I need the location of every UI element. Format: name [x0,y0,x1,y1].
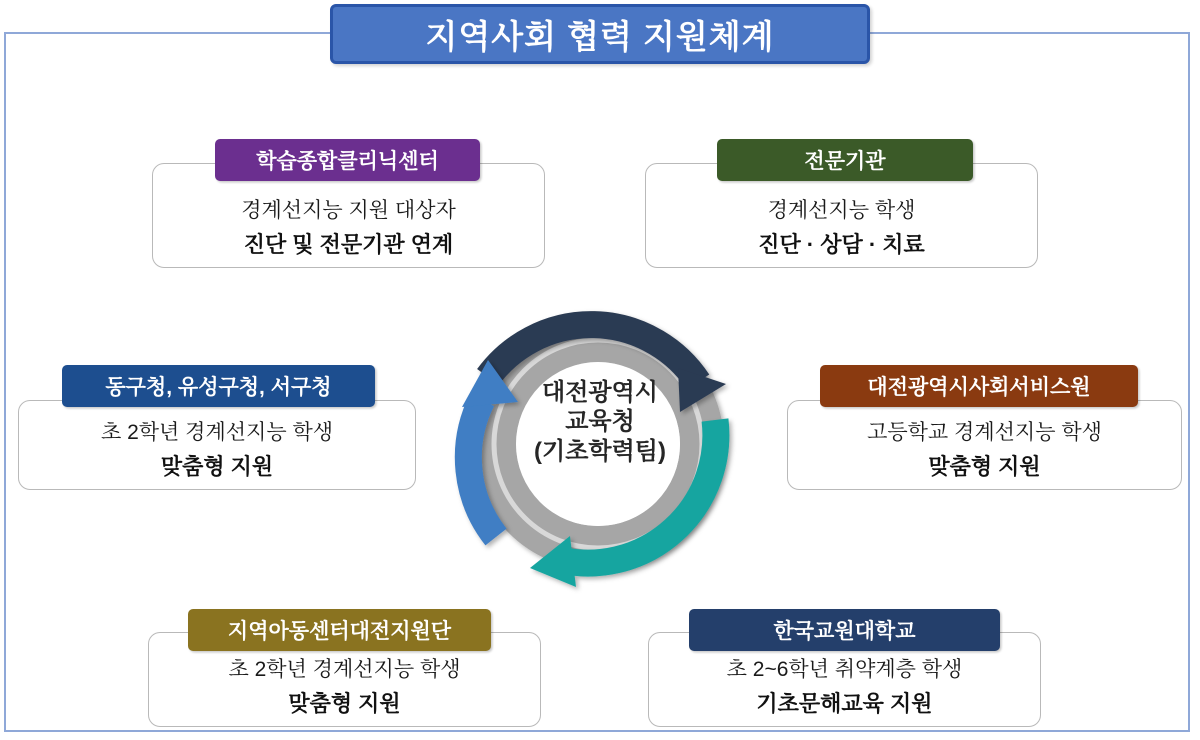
card-header-district-offices [62,365,375,407]
center-label [495,378,705,466]
card-body [153,168,544,259]
page-title [330,4,870,64]
card-district-offices [18,400,416,490]
card-line2: 맞춤형 지원 [288,691,401,716]
card-header-label: 학습종합클리닉센터 [256,150,439,173]
card-line1: 초 2학년 경계선지능 학생 [228,658,461,681]
center-line2: 교육청 [565,408,635,436]
card-line2: 맞춤형 지원 [928,454,1041,479]
card-header-label: 지역아동센터대전지원단 [227,620,452,643]
card-line1: 고등학교 경계선지능 학생 [867,421,1102,444]
card-header-label: 한국교원대학교 [773,620,916,643]
card-line1: 초 2~6학년 취약계층 학생 [726,658,963,681]
card-header-label: 동구청, 유성구청, 서구청 [105,376,332,399]
card-line1: 경계선지능 학생 [767,199,916,222]
center-line1: 대전광역시 [542,379,658,406]
card-header-professional-agency [717,139,973,181]
card-line2: 진단 및 전문기관 연계 [243,232,454,257]
card-line1: 초 2학년 경계선지능 학생 [100,421,334,444]
page-title-text: 지역사회 협력 지원체계 [425,17,775,55]
center-line3: (기초학력팀) [534,437,666,465]
card-header-label: 대전광역시사회서비스원 [867,376,1091,399]
card-line1: 경계선지능 지원 대상자 [241,199,456,222]
card-line2: 맞춤형 지원 [160,454,274,479]
card-header-learning-clinic-center [215,139,480,181]
card-header-daejeon-social-service-agency [820,365,1138,407]
card-daejeon-social-service-agency [787,400,1182,490]
card-line2: 기초문해교육 지원 [756,691,933,716]
card-header-label: 전문기관 [804,150,886,173]
card-body [646,168,1037,259]
card-line2: 진단 · 상담 · 치료 [758,232,925,257]
